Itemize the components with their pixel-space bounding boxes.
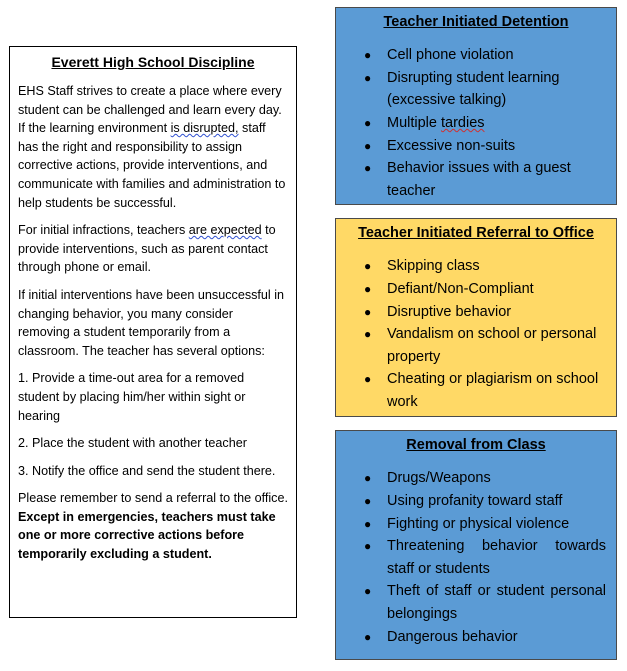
list-item	[346, 535, 606, 580]
list-item-text: Disrupting student learning (excessive talking)	[387, 69, 560, 109]
bullet-icon: ●	[364, 281, 372, 296]
list-item	[346, 67, 606, 112]
detention-title: Teacher Initiated Detention	[383, 14, 569, 30]
list-item-text-flagged: tardies	[441, 114, 485, 131]
referral-list	[346, 255, 606, 413]
list-item-text: Excessive non-suits	[387, 137, 516, 154]
discipline-option-3: 3. Notify the office and send the student there.	[18, 463, 276, 478]
bullet-icon: ●	[364, 471, 372, 485]
list-item	[346, 157, 606, 202]
list-item-text: Disruptive behavior	[387, 303, 512, 320]
list-item	[346, 278, 606, 300]
discipline-paragraph-initial	[18, 221, 288, 277]
referral-panel	[335, 218, 617, 417]
intro-text-flagged: is disrupted,	[170, 121, 239, 136]
bullet-icon: ●	[364, 516, 372, 531]
discipline-paragraph-options: If initial interventions have been unsuccessful in changing behavior, you many consider removing a student temporarily from a classroom. The teacher has several options:	[18, 287, 285, 358]
list-item-text: Threatening behavior towards staff or students	[387, 538, 606, 577]
removal-title: Removal from Class	[406, 437, 546, 453]
bullet-icon: ●	[364, 327, 372, 342]
list-item-text: Vandalism on school or personal property	[387, 326, 597, 365]
discipline-option-2: 2. Place the student with another teacher	[18, 436, 247, 451]
list-item-text: Dangerous behavior	[387, 628, 518, 645]
list-item-text: Behavior issues with a guest teacher	[387, 160, 571, 199]
list-item	[346, 323, 606, 368]
bullet-icon: ●	[364, 539, 372, 554]
removal-list	[346, 467, 606, 648]
list-item	[346, 490, 606, 512]
discipline-text-box	[9, 46, 297, 618]
list-item	[346, 580, 606, 625]
initial-text-flagged: are expected	[188, 223, 262, 238]
list-item	[346, 626, 606, 648]
bullet-icon: ●	[364, 304, 372, 319]
list-item-text: Multiple	[387, 114, 441, 131]
list-item-text: Defiant/Non-Compliant	[387, 280, 534, 297]
discipline-paragraph-intro	[18, 82, 288, 212]
discipline-option-1: 1. Provide a time-out area for a removed student by placing him/her within sight or hearing	[18, 371, 246, 423]
list-item	[346, 513, 606, 535]
discipline-title: Everett High School Discipline	[51, 54, 255, 70]
list-item-text: Fighting or physical violence	[387, 515, 570, 532]
list-item	[346, 467, 606, 489]
list-item	[346, 301, 606, 323]
bullet-icon: ●	[364, 629, 372, 644]
bullet-icon: ●	[364, 115, 372, 130]
initial-text-a: For initial infractions, teachers	[18, 223, 189, 238]
list-item	[346, 255, 606, 277]
list-item	[346, 112, 606, 134]
list-item-text: Skipping class	[387, 258, 480, 274]
discipline-paragraph-referral	[18, 489, 288, 563]
bullet-icon: ●	[364, 259, 372, 273]
referral-reminder-bold: Except in emergencies, teachers must take one or more corrective actions before temporarily excluding a student.	[18, 509, 276, 562]
removal-panel	[335, 430, 617, 660]
list-item-text: Cell phone violation	[387, 47, 514, 63]
referral-title: Teacher Initiated Referral to Office	[358, 225, 594, 241]
bullet-icon: ●	[364, 493, 372, 508]
list-item-text: Using profanity toward staff	[387, 492, 563, 509]
intro-text-b: staff has the right and responsibility to assign corrective actions, provide interventions, and communicate with families and administration to help students be successful.	[18, 121, 286, 210]
list-item	[346, 135, 606, 157]
bullet-icon: ●	[364, 584, 372, 599]
detention-list	[346, 44, 606, 202]
list-item	[346, 44, 606, 66]
initial-text-b: to provide interventions, such as parent contact through phone or email.	[18, 223, 276, 275]
referral-reminder-text: Please remember to send a referral to the office.	[18, 491, 288, 506]
bullet-icon: ●	[364, 161, 372, 176]
bullet-icon: ●	[364, 48, 372, 62]
intro-text-a: EHS Staff strives to create a place where every student can be challenged and learn every day. If the learning environment	[18, 84, 282, 136]
bullet-icon: ●	[364, 138, 372, 153]
list-item-text: Theft of staff or student personal belongings	[387, 583, 606, 622]
list-item	[346, 368, 606, 413]
list-item-text: Cheating or plagiarism on school work	[387, 371, 599, 410]
bullet-icon: ●	[364, 70, 372, 85]
list-item-text: Drugs/Weapons	[387, 470, 491, 486]
bullet-icon: ●	[364, 372, 372, 387]
detention-panel	[335, 7, 617, 205]
